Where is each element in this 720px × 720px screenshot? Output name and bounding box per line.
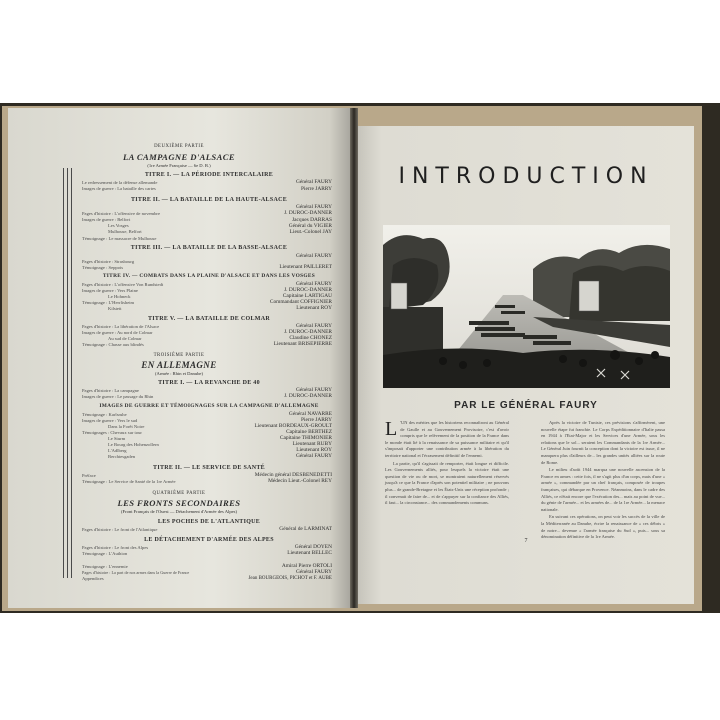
section-title: TITRE IV. — COMBATS DANS LA PLAINE D'ALSACE ET DANS LES VOSGES bbox=[102, 273, 316, 279]
toc-entry: Le Hohneck bbox=[108, 294, 131, 299]
toc-author: Général de LARMINAT bbox=[279, 526, 332, 532]
toc-author: Lieutenant BELLEC bbox=[287, 550, 332, 556]
section-title: TITRE V. — LA BATAILLE DE COLMAR bbox=[147, 316, 270, 322]
paragraph: Le milieu d'août 1944 marqua une nouvelle ascension de la France en armes : cette fois, il ne s'agit plus d'un corps, mais d'une « armée », commandée par un chef français, composée de troupes françaises, qui débarque en Provence. Néanmoins, dans le cadre des Alliés, ce n'était encore que l'exécution des... mais au point de vue... du génie de l'armée... et les armées de... de la 1re Armée... la menace nationale. bbox=[541, 467, 665, 512]
toc-author: Amiral Pierre ORTOLI bbox=[281, 563, 332, 569]
toc-entry: Au sud de Colmar bbox=[108, 336, 142, 341]
toc-entry: Le Sturm bbox=[108, 436, 126, 441]
toc-author: Général FAURY bbox=[296, 323, 332, 329]
toc-author: J. DUROC-DANNER bbox=[284, 287, 332, 293]
toc-author: Lieutenant BORDEAUX-GROULT bbox=[254, 423, 332, 429]
part-title: EN ALLEMAGNE bbox=[141, 360, 217, 370]
section-title: TITRE II. — LE SERVICE DE SANTÉ bbox=[153, 465, 265, 471]
toc-author: Général NAVARRE bbox=[288, 411, 332, 417]
paragraph: Après la victoire de Tunisie, ces prévisions s'affirmèrent, une nouvelle étape fut franchie. Le Corps Expéditionnaire d'Italie passa en 1944 à l'Etat-Major et les Services d'une Armée, sous les relations que le sol... seraient les Commandants de la 1re Armée... Le Général Juin fournit la conception dont la victoire est issue, il ne manquera plus d'ailleurs de... les grandes unités alliées sur la route de Rome. bbox=[541, 420, 665, 465]
toc-entry: Les Vosges bbox=[108, 223, 129, 228]
toc-entry: Appendices bbox=[82, 576, 104, 581]
toc-author: Général FAURY bbox=[296, 387, 332, 393]
toc-author: Jean BOURGEOIS, PICHOT et F. AUBE bbox=[248, 576, 332, 581]
toc-author: Pierre JARRY bbox=[301, 186, 332, 192]
toc-author: Général FAURY bbox=[296, 453, 332, 459]
toc-entry: Dans la Forêt Noire bbox=[108, 424, 145, 429]
toc-author: Général FAURY bbox=[296, 253, 332, 259]
toc-entry: Images de guerre : Le passage du Rhin bbox=[82, 394, 154, 399]
toc-entry: Pages d'histoire : Le front de l'Atlantique bbox=[82, 527, 158, 532]
toc-author: Capitaine LARTIGAU bbox=[282, 293, 332, 299]
part-label: DEUXIÈME PARTIE bbox=[154, 144, 204, 149]
parade-photograph bbox=[383, 225, 670, 388]
section-title: TITRE I. — LA PÉRIODE INTERCALAIRE bbox=[144, 172, 274, 178]
toc-author: Général FAURY bbox=[296, 569, 332, 575]
part-subtitle: (Armée : Rhin et Danube) bbox=[155, 371, 203, 376]
toc-entry: Pages d'histoire : La campagne bbox=[82, 388, 139, 393]
toc-author: J. DUROC-DANNER bbox=[284, 329, 332, 335]
text-column-right bbox=[541, 420, 665, 541]
toc-entry: Témoignage : L'ennemie bbox=[82, 564, 128, 569]
toc-author: Capitaine THIMONIER bbox=[279, 435, 332, 441]
toc-entry: Témoignage : Karlsruhe bbox=[82, 412, 127, 417]
toc-author: Général DOYEN bbox=[294, 544, 332, 550]
toc-author: Général FAURY bbox=[296, 204, 332, 210]
toc-author: Lieut.-Colonel JAY bbox=[289, 229, 332, 235]
toc-author: Général FAURY bbox=[296, 281, 332, 287]
toc-author: J. DUROC-DANNER bbox=[284, 210, 332, 216]
toc-author: Claudine CHONEZ bbox=[289, 335, 332, 341]
toc-entry: Kilstett bbox=[108, 306, 122, 311]
toc-entry: Témoignage : Seppois bbox=[82, 265, 124, 270]
section-title: TITRE III. — LA BATAILLE DE LA BASSE-ALSACE bbox=[130, 245, 288, 251]
toc-author: Lieutenant ROY bbox=[296, 447, 332, 453]
toc-author: Lieutenant PAILLERET bbox=[279, 264, 332, 270]
paragraph: En suivant ces opérations, on peut voir les succès de la ville de la Méditerranée au Danube, écrire la renaissance de « ces débris » de notre... devenue « l'armée française du Sud », puis... sous sa dénomination définitive de la 1re Armée. bbox=[541, 514, 665, 540]
part-title: LES FRONTS SECONDAIRES bbox=[117, 498, 241, 508]
paragraph: 'UN des mérites que les historiens reconnaîtront au Général de Gaulle et au Gouvernement Provisoire, c'est d'avoir compris que le relèvement de la position de la France dans le monde était lié à la renaissance de sa puissance militaire et qu'il s'imposait d'apporter une contribution armée à la libération du territoire national et l'écrasement définitif de l'ennemi. bbox=[385, 420, 509, 458]
part-subtitle: (Front Français de l'Ouest — Détachement d'Armée des Alpes) bbox=[121, 509, 237, 514]
toc-entry: Pages d'histoire : La part de nos armes dans la Guerre de France bbox=[82, 570, 190, 575]
book-gutter bbox=[350, 108, 358, 608]
toc-entry: Préface bbox=[82, 473, 96, 478]
toc-entry: Mulhouse, Belfort bbox=[108, 229, 142, 234]
toc-entry: Pages d'histoire : L'offensive Von Rundstedt bbox=[82, 282, 164, 287]
toc-entry: Pages d'histoire : L'offensive de novembre bbox=[82, 211, 160, 216]
toc-entry: Le redressement de la défense allemande bbox=[82, 180, 158, 185]
toc-entry: Témoignages : Chevaux sur tour bbox=[82, 430, 142, 435]
toc-entry: Images de guerre : La bataille des cartes bbox=[82, 186, 156, 191]
toc-author: Commandant COFFIGNIER bbox=[269, 299, 332, 305]
toc-author: Jacques DARRAS bbox=[292, 217, 332, 223]
toc-entry: Pages d'histoire : Le front des Alpes bbox=[82, 545, 149, 550]
section-title: IMAGES DE GUERRE ET TÉMOIGNAGES SUR LA CAMPAGNE D'ALLEMAGNE bbox=[99, 403, 319, 409]
part-subtitle: (1re Armée Française — 6e D. B.) bbox=[147, 163, 211, 168]
toc-author: Lieutenant BRISEPIERRE bbox=[273, 341, 332, 347]
toc-entry: Pages d'histoire : La libération de l'Alsace bbox=[82, 324, 160, 329]
toc-entry: Témoignage : L'Herrlisheim bbox=[82, 300, 135, 305]
section-title: LES POCHES DE L'ATLANTIQUE bbox=[157, 519, 261, 525]
page-number: 7 bbox=[524, 538, 528, 544]
toc-entry: Témoignage : Le massacre de Mulhouse bbox=[82, 236, 157, 241]
section-title: TITRE I. — LA REVANCHE DE 40 bbox=[158, 380, 260, 386]
toc-author: Lieutenant RUBY bbox=[292, 441, 332, 447]
toc-author: Général FAURY bbox=[296, 179, 332, 185]
parade-photo-illustration bbox=[383, 225, 670, 388]
toc-entry: Témoignage : Le Service de Santé de la 1re Armée bbox=[82, 479, 176, 484]
part-label: TROISIÈME PARTIE bbox=[153, 353, 205, 358]
paragraph: La partie, qu'il s'agissait de remporter, était longue et difficile. Les Gouvernements alliés, pour lesquels la victoire était une question de vie ou de mort, se montraient naturellement réservés jusqu'à ce que la France d'après son potentiel militaire ; ne pouvons plus... de grande-Bretagne et les États-Unis une réception profonde ; il convenait de faire de... et de s'appuyer sur la confiance des Alliés, il faut... la circonstance... des commandements communs. bbox=[385, 460, 509, 506]
section-title: TITRE II. — LA BATAILLE DE LA HAUTE-ALSACE bbox=[130, 197, 288, 203]
toc-entry: Le Bourg des Hohenzollern bbox=[108, 442, 159, 447]
text-column-left bbox=[385, 420, 509, 507]
toc-entry: L'Adlberg bbox=[108, 448, 127, 453]
toc-author: Lieutenant ROY bbox=[296, 305, 332, 311]
right-page-introduction bbox=[358, 126, 694, 604]
part-title: LA CAMPAGNE D'ALSACE bbox=[123, 152, 235, 162]
toc-author: Capitaine BERTHEZ bbox=[286, 429, 332, 435]
toc-author: Médecin général DESBENEDETTI bbox=[254, 472, 332, 478]
toc-author: Pierre JARRY bbox=[301, 417, 332, 423]
toc-entry: Images de guerre : Vers Plaine bbox=[82, 288, 138, 293]
toc-entry: Pages d'histoire : Strasbourg bbox=[82, 259, 135, 264]
toc-entry: Témoignage : Chasse aux blindés bbox=[82, 342, 144, 347]
introduction-heading: INTRODUCTION bbox=[398, 164, 654, 189]
toc-author: Médecin Lieut.-Colonel REY bbox=[268, 478, 332, 484]
toc-author: J. DUROC-DANNER bbox=[284, 393, 332, 399]
toc-entry: Berchtesgaden bbox=[108, 454, 136, 459]
part-label: QUATRIÈME PARTIE bbox=[152, 491, 206, 496]
toc-author: Général du VIGIER bbox=[288, 223, 332, 229]
toc-entry: Témoignage : L'Authion bbox=[82, 551, 128, 556]
byline: PAR LE GÉNÉRAL FAURY bbox=[454, 400, 598, 411]
toc-entry: Images de guerre : Belfort bbox=[82, 217, 131, 222]
left-page-table-of-contents bbox=[8, 108, 350, 608]
toc-entry: Images de guerre : Au nord de Colmar bbox=[82, 330, 153, 335]
drop-cap: L bbox=[385, 418, 398, 440]
section-title: LE DÉTACHEMENT D'ARMÉE DES ALPES bbox=[144, 537, 274, 543]
toc-entry: Images de guerre : Vers le sud bbox=[82, 418, 138, 423]
